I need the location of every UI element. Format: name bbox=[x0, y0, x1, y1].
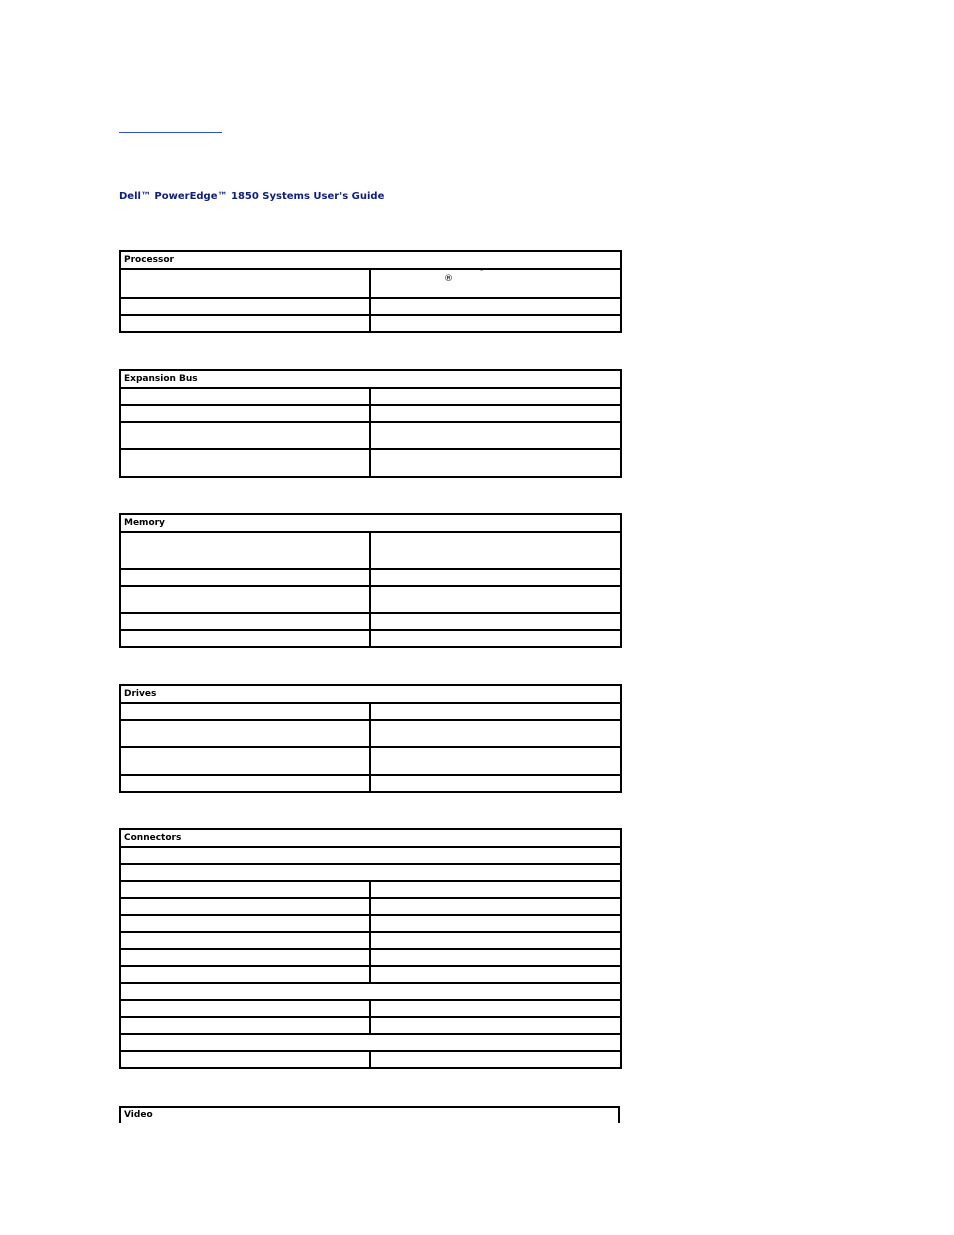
table-cell bbox=[370, 388, 621, 405]
table-cell bbox=[120, 298, 370, 315]
memory-header: Memory bbox=[120, 514, 621, 532]
table-cell bbox=[370, 449, 621, 477]
table-cell bbox=[120, 703, 370, 720]
table-cell bbox=[370, 949, 621, 966]
table-cell bbox=[370, 881, 621, 898]
table-subheader bbox=[120, 983, 621, 1000]
document-title: Dell™ PowerEdge™ 1850 Systems User's Guide bbox=[119, 191, 385, 202]
table-cell bbox=[370, 966, 621, 983]
table-cell bbox=[120, 269, 370, 298]
table-cell bbox=[370, 932, 621, 949]
table-subheader bbox=[120, 864, 621, 881]
video-header: Video bbox=[124, 1110, 153, 1120]
back-link[interactable] bbox=[119, 118, 222, 133]
table-cell bbox=[370, 298, 621, 315]
drives-table bbox=[119, 684, 622, 793]
table-cell bbox=[370, 569, 621, 586]
expansion-bus-header: Expansion Bus bbox=[120, 370, 621, 388]
table-cell bbox=[370, 315, 621, 332]
table-cell bbox=[370, 1017, 621, 1034]
connectors-table bbox=[119, 828, 622, 1069]
table-cell bbox=[370, 1000, 621, 1017]
drives-header: Drives bbox=[120, 685, 621, 703]
table-cell bbox=[120, 1017, 370, 1034]
table-cell bbox=[120, 422, 370, 449]
table-cell bbox=[120, 932, 370, 949]
table-cell bbox=[120, 747, 370, 775]
table-cell bbox=[120, 915, 370, 932]
table-cell bbox=[120, 388, 370, 405]
table-cell bbox=[370, 775, 621, 792]
expansion-bus-table bbox=[119, 369, 622, 478]
table-cell bbox=[370, 1051, 621, 1068]
table-cell bbox=[370, 898, 621, 915]
trademark-mark: ™ bbox=[479, 269, 484, 275]
table-cell bbox=[120, 315, 370, 332]
registered-mark: ® bbox=[444, 274, 453, 284]
table-subheader bbox=[120, 1034, 621, 1051]
table-cell bbox=[370, 747, 621, 775]
processor-header: Processor bbox=[120, 251, 621, 269]
table-cell bbox=[370, 703, 621, 720]
table-cell bbox=[370, 422, 621, 449]
table-cell bbox=[370, 269, 621, 298]
table-cell bbox=[370, 630, 621, 647]
table-cell bbox=[120, 630, 370, 647]
table-cell bbox=[370, 586, 621, 613]
memory-table bbox=[119, 513, 622, 648]
table-cell bbox=[120, 586, 370, 613]
video-table bbox=[119, 1106, 620, 1123]
table-cell bbox=[120, 881, 370, 898]
table-cell bbox=[120, 569, 370, 586]
table-cell bbox=[120, 898, 370, 915]
table-cell bbox=[120, 405, 370, 422]
connectors-header: Connectors bbox=[120, 829, 621, 847]
table-cell bbox=[370, 613, 621, 630]
table-cell bbox=[120, 532, 370, 569]
table-cell bbox=[120, 966, 370, 983]
table-cell bbox=[120, 949, 370, 966]
table-cell bbox=[120, 1000, 370, 1017]
table-cell bbox=[120, 1051, 370, 1068]
table-cell bbox=[120, 775, 370, 792]
table-cell bbox=[370, 720, 621, 747]
table-cell bbox=[120, 449, 370, 477]
table-cell bbox=[120, 720, 370, 747]
table-subheader bbox=[120, 847, 621, 864]
table-cell bbox=[370, 915, 621, 932]
processor-table bbox=[119, 250, 622, 333]
table-cell bbox=[120, 613, 370, 630]
table-cell bbox=[370, 532, 621, 569]
table-cell bbox=[370, 405, 621, 422]
